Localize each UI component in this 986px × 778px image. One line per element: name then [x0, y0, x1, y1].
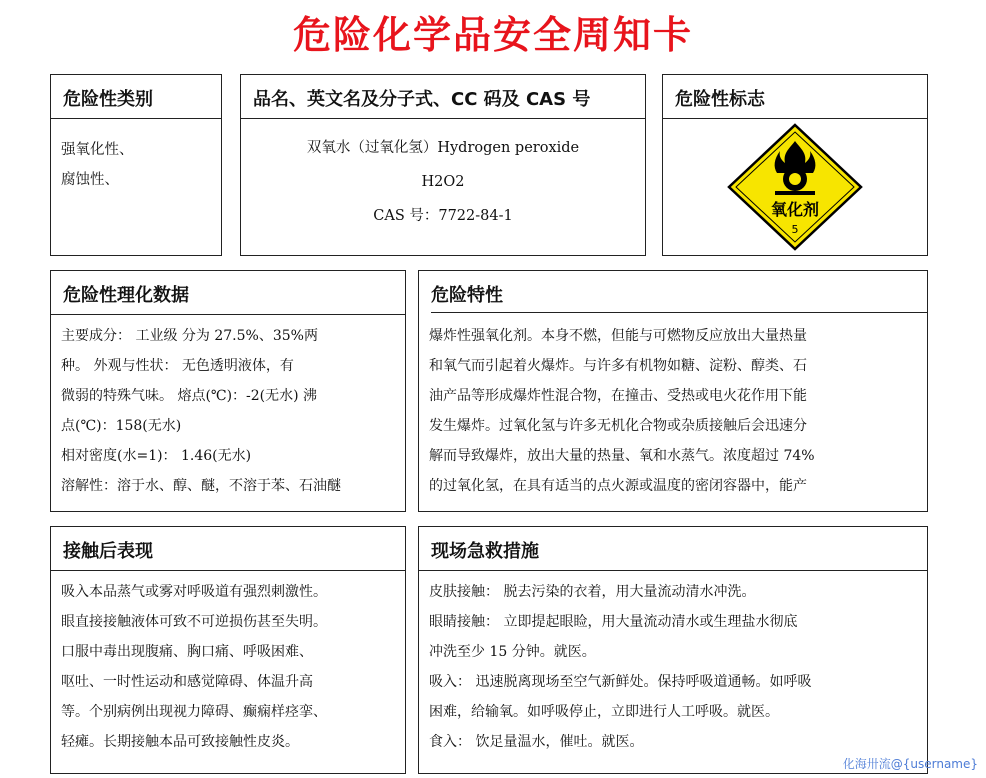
contact-line: 吸入本品蒸气或雾对呼吸道有强烈刺激性。	[61, 584, 327, 600]
hazard-category-line: 强氧化性、	[61, 142, 134, 158]
physchem-header: 危险性理化数据	[51, 271, 405, 315]
hazard-props-line: 发生爆炸。过氧化氢与许多无机化合物或杂质接触后会迅速分	[429, 418, 807, 434]
hazard-props-body	[419, 315, 927, 511]
first-aid-line: 冲洗至少 15 分钟。就医。	[429, 644, 596, 660]
hazard-sign-wrap	[663, 119, 927, 255]
physchem-line: 溶解性：溶于水、醇、醚，不溶于苯、石油醚	[61, 478, 341, 494]
physchem-line: 微弱的特殊气味。 熔点(℃)：-2(无水) 沸	[61, 388, 318, 404]
hazard-props-box	[418, 270, 928, 512]
first-aid-header: 现场急救措施	[419, 527, 927, 571]
hazard-category-header: 危险性类别	[51, 75, 221, 119]
physchem-line: 主要成分： 工业级 分为 27.5%、35%两	[61, 328, 318, 344]
product-name: 双氧水（过氧化氢）Hydrogen peroxide	[306, 140, 580, 156]
hazard-props-line: 爆炸性强氧化剂。本身不燃，但能与可燃物反应放出大量热量	[429, 328, 807, 344]
hazard-category-box	[50, 74, 222, 256]
contact-body	[51, 571, 405, 773]
hazard-sign-box	[662, 74, 928, 256]
first-aid-line: 眼睛接触： 立即提起眼睑，用大量流动清水或生理盐水彻底	[429, 614, 798, 630]
physchem-line: 种。 外观与性状： 无色透明液体，有	[61, 358, 294, 374]
hazard-props-line: 油产品等形成爆炸性混合物，在撞击、受热或电火花作用下能	[429, 388, 807, 404]
contact-line: 呕吐、一时性运动和感觉障碍、体温升高	[61, 674, 313, 690]
first-aid-box	[418, 526, 928, 774]
page-title: 危险化学品安全周知卡	[292, 13, 693, 57]
hazard-props-line: 和氧气而引起着火爆炸。与许多有机物如糖、淀粉、醇类、石	[429, 358, 807, 374]
hazard-category-body	[51, 119, 221, 255]
names-header: 品名、英文名及分子式、CC 码及 CAS 号	[241, 75, 645, 119]
oxidizer-diamond-icon	[725, 123, 865, 251]
cas-number: CAS 号：7722-84-1	[373, 208, 513, 224]
contact-line: 等。个别病例出现视力障碍、癫痫样痉挛、	[61, 704, 327, 720]
first-aid-line: 皮肤接触： 脱去污染的衣着，用大量流动清水冲洗。	[429, 584, 756, 600]
first-aid-body	[419, 571, 927, 773]
contact-box	[50, 526, 406, 774]
contact-line: 眼直接接触液体可致不可逆损伤甚至失明。	[61, 614, 327, 630]
first-aid-line: 食入： 饮足量温水，催吐。就医。	[429, 734, 644, 750]
contact-header: 接触后表现	[51, 527, 405, 571]
physchem-body	[51, 315, 405, 511]
physchem-line: 点(℃)：158(无水)	[61, 418, 182, 434]
names-box	[240, 74, 646, 256]
first-aid-line: 吸入： 迅速脱离现场至空气新鲜处。保持呼吸道通畅。如呼吸	[429, 674, 812, 690]
sign-label: 氧化剂	[770, 200, 820, 219]
contact-line: 轻瘫。长期接触本品可致接触性皮炎。	[61, 734, 299, 750]
hazard-category-line: 腐蚀性、	[61, 172, 119, 188]
first-aid-line: 困难，给输氧。如呼吸停止，立即进行人工呼吸。就医。	[429, 704, 779, 720]
sign-class-number: 5	[791, 223, 799, 236]
contact-line: 口服中毒出现腹痛、胸口痛、呼吸困难、	[61, 644, 313, 660]
names-body	[241, 119, 645, 255]
hazard-sign-header: 危险性标志	[663, 75, 927, 119]
watermark: 化海卅流@{username}	[842, 757, 978, 771]
physchem-box	[50, 270, 406, 512]
hazard-props-line: 的过氧化氢，在具有适当的点火源或温度的密闭容器中，能产	[429, 478, 807, 494]
hazard-props-line: 解而导致爆炸，放出大量的热量、氧和水蒸气。浓度超过 74%	[429, 448, 815, 464]
formula: H2O2	[421, 174, 465, 190]
hazard-props-header: 危险特性	[419, 271, 927, 315]
physchem-line: 相对密度(水=1)： 1.46(无水)	[61, 448, 252, 464]
